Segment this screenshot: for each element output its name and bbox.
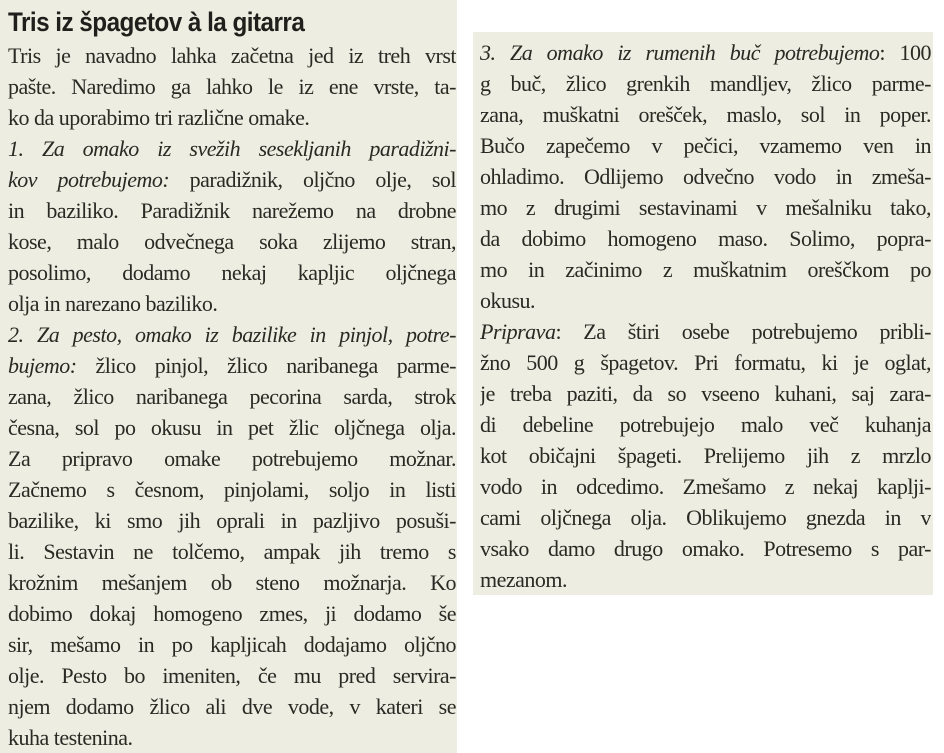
text-line: [8, 443, 456, 474]
text-line: [480, 378, 931, 409]
text-line: [480, 502, 931, 533]
text-segment: paradižnik, oljčno olje, sol: [169, 167, 456, 192]
text-line: [480, 130, 931, 161]
text-line: [8, 71, 456, 102]
text-segment: pašte. Naredimo ga lahko le iz ene vrste, ta-: [8, 74, 456, 99]
text-line: [480, 440, 931, 471]
text-line: [480, 161, 931, 192]
text-segment: okusu.: [480, 288, 536, 313]
text-line: [8, 660, 456, 691]
paragraph: [8, 133, 456, 319]
text-segment: Tris je navadno lahka začetna jed iz treh vrst: [8, 43, 456, 68]
text-segment: li. Sestavin ne tolčemo, ampak jih tremo s: [8, 539, 456, 564]
text-segment: je treba paziti, da so vseeno kuhani, saj zara-: [480, 381, 931, 406]
text-segment: zana, muškatni orešček, maslo, sol in poper.: [480, 102, 931, 127]
paragraph: [8, 40, 456, 133]
text-segment: vsako damo drugo omako. Potresemo s par-: [480, 536, 931, 561]
text-line: [8, 350, 456, 381]
text-line: [480, 471, 931, 502]
text-segment: zana, žlico naribanega pecorina sarda, strok: [8, 384, 456, 409]
text-line: [8, 226, 456, 257]
text-segment: bazilike, ki smo jih oprali in pazljivo posuši-: [8, 508, 456, 533]
paragraph: [480, 37, 931, 316]
text-line: [480, 316, 931, 347]
text-segment: mo z drugimi sestavinami v mešalniku tako,: [480, 195, 931, 220]
italic-text-segment: 3. Za omako iz rumenih buč potrebujemo: [480, 40, 880, 65]
paragraph: [8, 319, 456, 753]
italic-text-segment: bujemo:: [8, 353, 77, 378]
text-segment: olja in narezano baziliko.: [8, 291, 218, 316]
italic-text-segment: Priprava: [480, 319, 556, 344]
text-segment: cami oljčnega olja. Oblikujemo gnezda in v: [480, 505, 931, 530]
text-segment: : Za štiri osebe potrebujemo pribli-: [555, 319, 931, 344]
text-line: [480, 254, 931, 285]
text-segment: dobimo dokaj homogeno zmes, ji dodamo še: [8, 601, 456, 626]
text-line: [480, 285, 931, 316]
article-title: Tris iz špagetov à la gitarra: [8, 7, 305, 37]
text-segment: kot običajni špageti. Prelijemo jih z mrzlo: [480, 443, 931, 468]
text-line: [8, 381, 456, 412]
paragraph: [480, 316, 931, 595]
text-segment: da dobimo homogeno maso. Solimo, popra-: [480, 226, 931, 251]
text-segment: posolimo, dodamo nekaj kapljic oljčnega: [8, 260, 456, 285]
text-segment: ohladimo. Odlijemo odvečno vodo in zmeša-: [480, 164, 931, 189]
text-line: [8, 288, 456, 319]
text-segment: njem dodamo žlico ali dve vode, v kateri se: [8, 694, 456, 719]
text-segment: mo in začinimo z muškatnim oreščkom po: [480, 257, 931, 282]
left-scan-column: [0, 0, 457, 753]
right-column-text: [480, 37, 931, 595]
text-line: [8, 133, 456, 164]
text-segment: žlico pinjol, žlico naribanega parme-: [76, 353, 456, 378]
text-line: [480, 564, 931, 595]
text-segment: Začnemo s česnom, pinjolami, soljo in listi: [8, 477, 456, 502]
text-line: [480, 533, 931, 564]
text-line: [8, 722, 456, 753]
text-segment: kuha testenina.: [8, 725, 133, 750]
text-segment: žno 500 g špagetov. Pri formatu, ki je oglat,: [480, 350, 931, 375]
right-scan-column: [473, 32, 933, 595]
text-segment: Bučo zapečemo v pečici, vzamemo ven in: [480, 133, 931, 158]
text-segment: kose, malo odvečnega soka zlijemo stran,: [8, 229, 456, 254]
text-line: [8, 319, 456, 350]
text-line: [480, 37, 931, 68]
text-segment: česna, sol po okusu in pet žlic oljčnega olja.: [8, 415, 456, 440]
text-segment: mezanom.: [480, 567, 568, 592]
text-line: [8, 40, 456, 71]
text-segment: vodo in odcedimo. Zmešamo z nekaj kaplji-: [480, 474, 931, 499]
text-line: [480, 347, 931, 378]
text-line: [8, 164, 456, 195]
text-segment: di debeline potrebujejo malo več kuhanja: [480, 412, 931, 437]
text-line: [8, 195, 456, 226]
text-line: [480, 68, 931, 99]
text-segment: in baziliko. Paradižnik narežemo na drobne: [8, 198, 456, 223]
italic-text-segment: kov potrebujemo:: [8, 167, 170, 192]
text-line: [480, 223, 931, 254]
text-line: [8, 691, 456, 722]
text-segment: : 100: [879, 40, 931, 65]
text-segment: krožnim mešanjem ob steno možnarja. Ko: [8, 570, 456, 595]
text-line: [8, 257, 456, 288]
text-line: [480, 192, 931, 223]
text-line: [8, 505, 456, 536]
text-segment: sir, mešamo in po kapljicah dodajamo oljčno: [8, 632, 456, 657]
text-segment: Za pripravo omake potrebujemo možnar.: [8, 446, 456, 471]
text-segment: g buč, žlico grenkih mandljev, žlico parme-: [480, 71, 931, 96]
left-column-text: [8, 40, 456, 753]
text-line: [8, 567, 456, 598]
text-segment: ko da uporabimo tri različne omake.: [8, 105, 310, 130]
text-line: [8, 536, 456, 567]
text-line: [8, 474, 456, 505]
text-line: [480, 99, 931, 130]
text-line: [8, 412, 456, 443]
text-line: [8, 629, 456, 660]
text-segment: olje. Pesto bo imeniten, če mu pred servira-: [8, 663, 456, 688]
italic-text-segment: 2. Za pesto, omako iz bazilike in pinjol, potre-: [8, 322, 456, 347]
text-line: [8, 102, 456, 133]
text-line: [8, 598, 456, 629]
italic-text-segment: 1. Za omako iz svežih sesekljanih paradižni-: [8, 136, 456, 161]
text-line: [480, 409, 931, 440]
